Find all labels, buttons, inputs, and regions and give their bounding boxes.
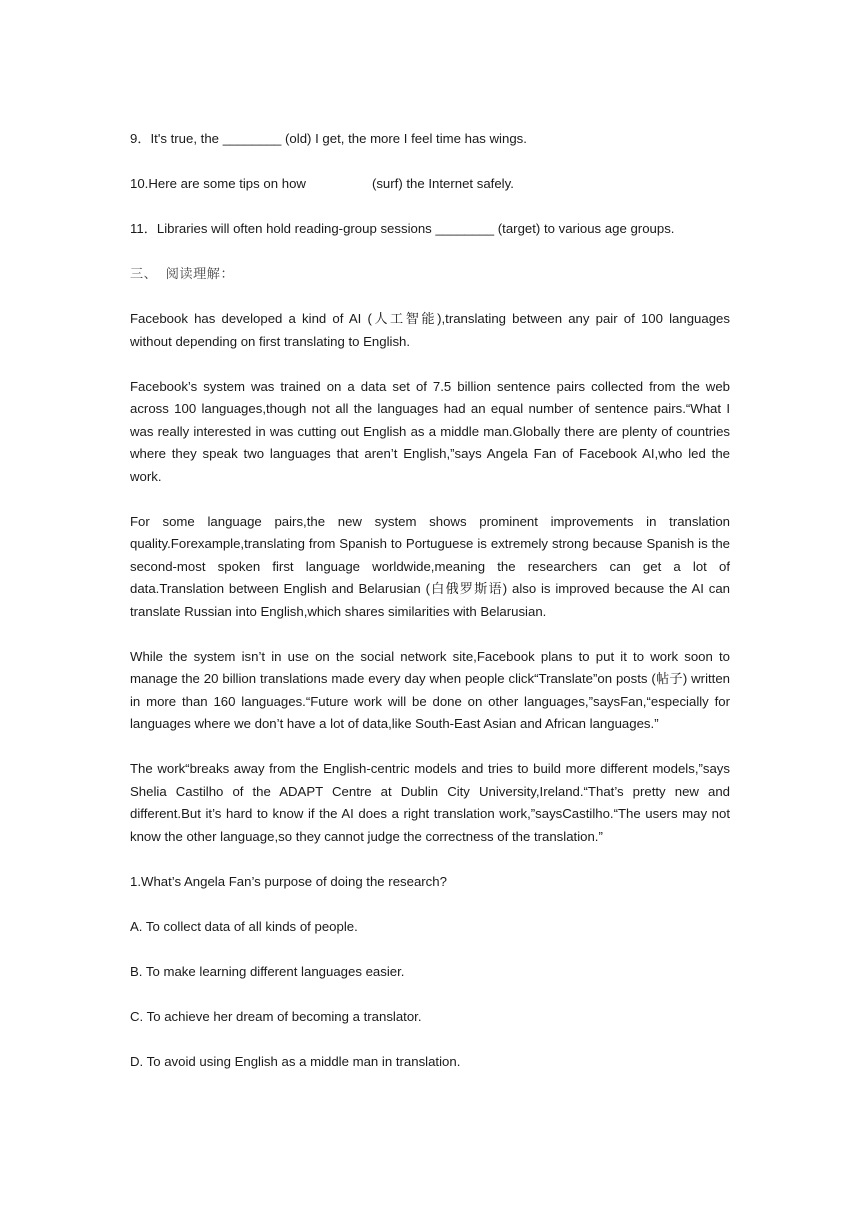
question-9-blank: ________ xyxy=(222,131,282,146)
question-9-suffix: (old) I get, the more I feel time has wings. xyxy=(281,131,527,146)
passage-paragraph-3: For some language pairs,the new system shows prominent improvements in translation quality.Forexample,translating from Spanish to Portuguese is extremely strong because Spanish is the second-most spoken first language worldwide,meaning the researchers can get a lot of data.Translation between English and Belarusian (白俄罗斯语) also is improved because the AI can translate Russian into English,which shares similarities with Belarusian. xyxy=(130,513,730,619)
option-b: B. To make learning different languages easier. xyxy=(130,963,405,979)
option-c: C. To achieve her dream of becoming a translator. xyxy=(130,1008,422,1024)
question-11 xyxy=(130,218,730,241)
question-11-blank: ________ xyxy=(435,221,495,236)
section-number: 三、 xyxy=(130,266,158,281)
section-title: 阅读理解： xyxy=(165,266,235,281)
passage-paragraph-1: Facebook has developed a kind of AI (人工智能),translating between any pair of 100 languages without depending on first translating to English. xyxy=(130,311,730,349)
question-9 xyxy=(130,128,730,151)
option-a: A. To collect data of all kinds of people. xyxy=(130,918,358,934)
passage-paragraph-4: While the system isn’t in use on the social network site,Facebook plans to put it to work soon to manage the 20 billion translations made every day when people click“Translate”on posts (帖子) written in more than 160 languages.“Future work will be done on other languages,”saysFan,“especially for languages where we don’t have a lot of data,like South-East Asian and African languages.” xyxy=(130,648,730,731)
question-stem: 1.What’s Angela Fan’s purpose of doing the research? xyxy=(130,873,447,889)
question-10-suffix: (surf) the Internet safely. xyxy=(371,176,514,191)
document-page xyxy=(130,128,730,1096)
question-10-prefix: 10.Here are some tips on how xyxy=(130,176,306,191)
section-heading xyxy=(130,263,730,286)
question-10 xyxy=(130,173,730,196)
question-11-suffix: (target) to various age groups. xyxy=(494,221,675,236)
passage-paragraph-5: The work“breaks away from the English-centric models and tries to build more different models,”says Shelia Castilho of the ADAPT Centre at Dublin City University,Ireland.“That’s pretty new and different.But it’s hard to know if the AI does a right translation work,”saysCastilho.“The users may not know the other language,so they cannot judge the correctness of the translation.” xyxy=(130,761,730,844)
option-d: D. To avoid using English as a middle man in translation. xyxy=(130,1053,461,1069)
question-11-prefix: 11．Libraries will often hold reading-group sessions xyxy=(130,221,436,236)
question-9-prefix: 9．It's true, the xyxy=(130,131,223,146)
passage-paragraph-2: Facebook’s system was trained on a data set of 7.5 billion sentence pairs collected from the web across 100 languages,though not all the languages had an equal number of sentence pairs.“What I was really interested in was cutting out English as a middle man.Globally there are plenty of countries where they speak two languages that aren’t English,”says Angela Fan of Facebook AI,who led the work. xyxy=(130,378,730,484)
